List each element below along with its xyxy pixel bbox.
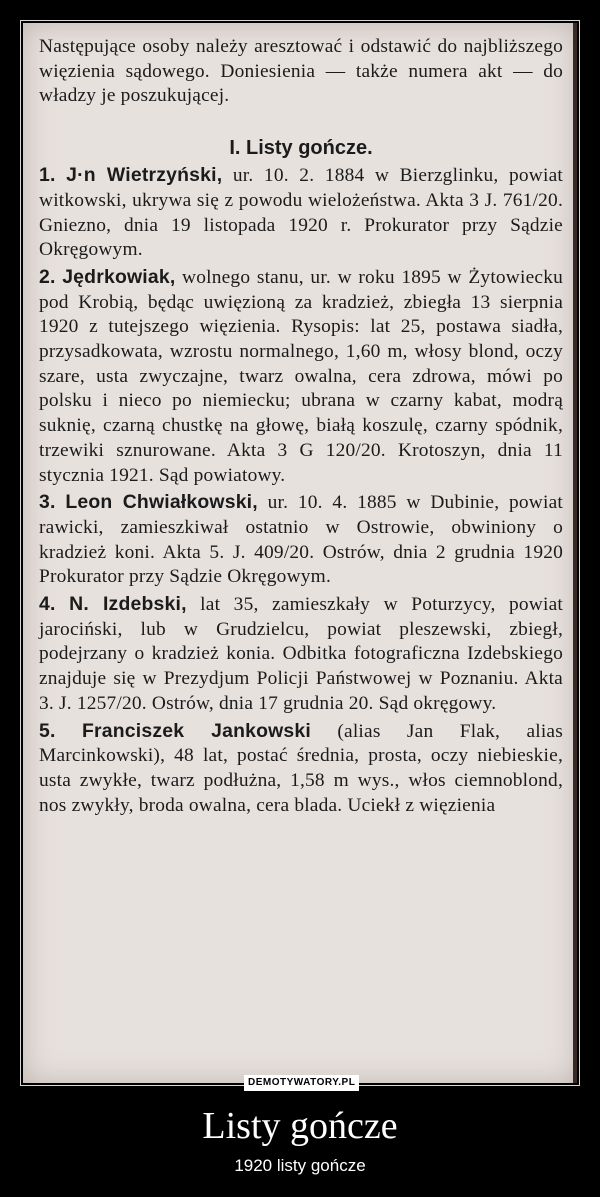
entry-number: 2. bbox=[39, 265, 56, 288]
entry-name: Leon Chwiałkowski, bbox=[65, 491, 258, 514]
newspaper-clipping bbox=[23, 23, 577, 1083]
entry-text: lat 35, zamieszkały w Poturzycy, powiat jarociński, lub w Grudzielcu, powiat pleszewski, zbiegł, podejrzany o kradzież konia. Odbitka fotograficzna Izdebskiego znajduje się w Prezydjum Policji Państwowej w Poznaniu. Akta 3. J. 1257/20. Ostrów, dnia 17 grudnia 20. Sąd okręgowy. bbox=[39, 594, 563, 714]
entry-3 bbox=[39, 490, 563, 590]
entry-name: Jędrkowiak, bbox=[62, 265, 176, 288]
site-watermark: DEMOTYWATORY.PL bbox=[244, 1075, 359, 1091]
entry-text: wolnego stanu, ur. w roku 1895 w Żytowiecku pod Krobią, będąc uwięzioną za kradzież, zbiegła 13 sierpnia 1920 z tutejszego więzienia. Rysopis: lat 25, postawa siadła, przysadkowata, wzrostu normalnego, 1,60 m, włosy blond, oczy szare, usta zwyczajne, twarz owalna, cera zdrowa, mówi po polsku i nieco po niemiecku; ubrana w czarny kabat, modrą suknię, czarną chustkę na głowę, białą koszulę, czarny spódnik, trzewiki sznurowane. Akta 3 G 120/20. Krotoszyn, dnia 11 stycznia 1921. Sąd powiatowy. bbox=[39, 266, 563, 486]
entry-name: J·n Wietrzyński, bbox=[66, 164, 223, 187]
intro-paragraph: Następujące osoby należy aresztować i odstawić do najbliższego więzienia sądowego. Doniesienia — także numera akt — do władzy je poszukującej. bbox=[39, 36, 563, 107]
entry-text: (alias Jan Flak, alias Marcinkowski), 48 lat, postać średnia, prosta, oczy niebieskie, usta zwykłe, twarz podłużna, 1,58 m wys., włos ciemnoblond, nos zwykły, broda owalna, cera blada. Uciekł z więzienia bbox=[39, 720, 563, 816]
entry-text: ur. 10. 4. 1885 w Dubinie, powiat rawicki, zamieszkiwał ostatnio w Ostrowie, obwiniony o kradzież koni. Akta 5. J. 409/20. Ostrów, dnia 2 grudnia 1920 Prokurator przy Sądzie Okręgowym. bbox=[39, 492, 563, 588]
entry-number: 5. bbox=[39, 719, 56, 742]
caption-subtitle: 1920 listy gończe bbox=[234, 1156, 366, 1175]
entry-number: 1. bbox=[39, 164, 56, 187]
entry-5 bbox=[39, 719, 563, 819]
entry-text: ur. 10. 2. 1884 w Bierzglinku, powiat witkowski, ukrywa się z powodu wielożeństwa. Akta 3 J. 761/20. Gniezno, dnia 19 listopada 1920 r. Prokurator przy Sądzie Okręgowym. bbox=[39, 165, 563, 261]
entry-2 bbox=[39, 265, 563, 488]
caption-title: Listy gończe bbox=[202, 1105, 398, 1147]
entry-name: N. Izdebski, bbox=[69, 593, 187, 616]
entry-number: 3. bbox=[39, 491, 56, 514]
entry-4 bbox=[39, 592, 563, 717]
entry-1 bbox=[39, 163, 563, 263]
section-heading: I. Listy gończe. bbox=[229, 137, 373, 160]
entry-number: 4. bbox=[39, 593, 56, 616]
entry-name: Franciszek Jankowski bbox=[81, 719, 311, 742]
